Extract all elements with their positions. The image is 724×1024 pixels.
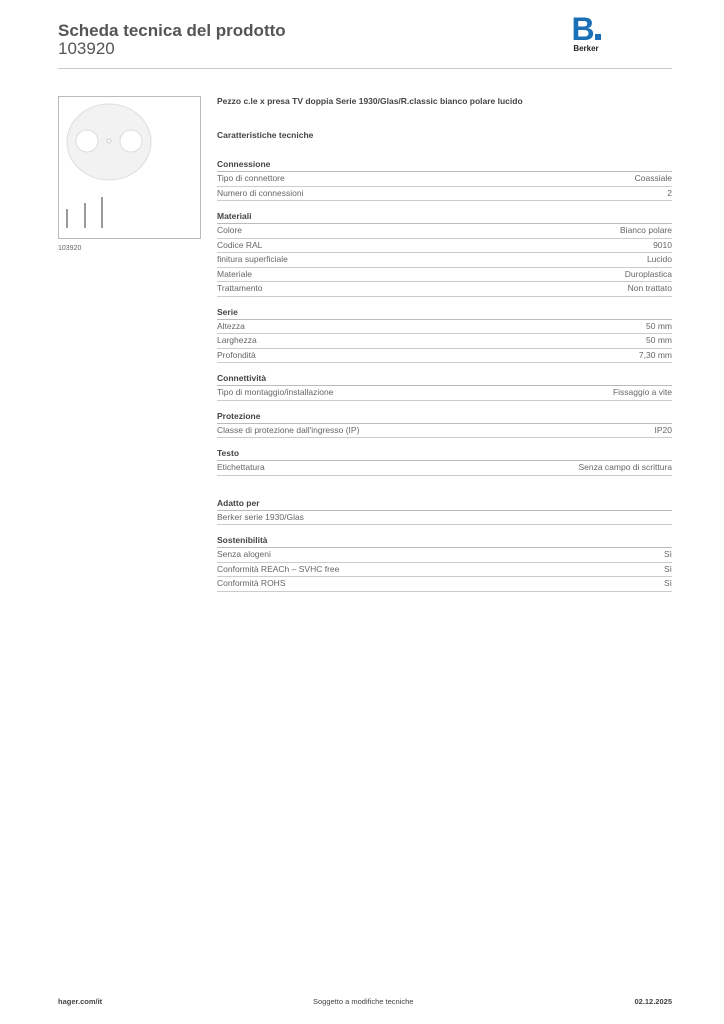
spec-value: 50 mm bbox=[646, 335, 672, 345]
spec-section bbox=[217, 534, 672, 592]
spec-sheet bbox=[217, 96, 672, 601]
spec-label: Trattamento bbox=[217, 283, 263, 293]
spec-row bbox=[217, 386, 672, 401]
spec-section bbox=[217, 372, 672, 401]
spec-value: Bianco polare bbox=[620, 225, 672, 235]
spec-section bbox=[217, 497, 672, 526]
spec-row bbox=[217, 253, 672, 268]
footer-note: Soggetto a modifiche tecniche bbox=[313, 997, 414, 1006]
spec-row bbox=[217, 563, 672, 578]
spec-section bbox=[217, 158, 672, 201]
spec-label: finitura superficiale bbox=[217, 254, 288, 264]
spec-value: Fissaggio a vite bbox=[612, 387, 672, 397]
divider bbox=[58, 68, 672, 69]
spec-value: Sì bbox=[663, 563, 672, 574]
spec-section bbox=[217, 306, 672, 364]
berker-logo: B Berker bbox=[566, 14, 606, 53]
section-title: Adatto per bbox=[217, 497, 672, 511]
spec-row bbox=[217, 424, 672, 439]
spec-value: Duroplastica bbox=[624, 268, 672, 279]
spec-section bbox=[217, 210, 672, 297]
section-title: Serie bbox=[217, 306, 672, 320]
spec-row bbox=[217, 282, 672, 297]
spec-label: Altezza bbox=[217, 320, 245, 331]
spec-row bbox=[217, 172, 672, 187]
spec-label: Conformità REACh – SVHC free bbox=[217, 563, 340, 574]
spec-label: Profondità bbox=[217, 349, 256, 360]
spec-row bbox=[217, 548, 672, 563]
spec-row bbox=[217, 187, 672, 202]
spec-value: IP20 bbox=[654, 424, 672, 435]
spec-label: Materiale bbox=[217, 268, 252, 279]
spec-label: Numero di connessioni bbox=[217, 187, 304, 198]
spec-label: Senza alogeni bbox=[217, 549, 271, 559]
spec-row bbox=[217, 224, 672, 239]
spec-label: Codice RAL bbox=[217, 239, 263, 250]
spec-value: 50 mm bbox=[646, 320, 672, 331]
spec-row bbox=[217, 511, 672, 526]
section-title: Testo bbox=[217, 447, 672, 461]
spec-label: Tipo di connettore bbox=[217, 173, 285, 183]
spec-row bbox=[217, 461, 672, 476]
spec-label: Classe di protezione dall'ingresso (IP) bbox=[217, 424, 360, 435]
section-title: Connessione bbox=[217, 158, 672, 172]
spec-label: Etichettatura bbox=[217, 462, 265, 472]
spec-label: Tipo di montaggio/installazione bbox=[217, 387, 334, 397]
spec-label: Larghezza bbox=[217, 335, 257, 345]
product-code: 103920 bbox=[58, 39, 115, 58]
section-title: Sostenibilità bbox=[217, 534, 672, 548]
spec-value: Lucido bbox=[646, 254, 672, 264]
logo-text: Berker bbox=[573, 44, 599, 53]
spec-label: Berker serie 1930/Glas bbox=[217, 511, 304, 522]
spec-value: 9010 bbox=[653, 239, 672, 250]
spec-row bbox=[217, 239, 672, 254]
image-caption: 103920 bbox=[58, 245, 82, 252]
spec-row bbox=[217, 577, 672, 592]
spec-row bbox=[217, 268, 672, 283]
section-title: Protezione bbox=[217, 410, 672, 424]
section-title: Materiali bbox=[217, 210, 672, 224]
spec-row bbox=[217, 320, 672, 335]
spec-value: 7,30 mm bbox=[638, 349, 672, 360]
product-name: Pezzo c.le x presa TV doppia Serie 1930/Glas/R.classic bianco polare lucido bbox=[217, 96, 523, 106]
spec-value: Non trattato bbox=[627, 283, 672, 293]
spec-row bbox=[217, 334, 672, 349]
spec-label: Conformità ROHS bbox=[217, 578, 286, 588]
footer-website[interactable]: hager.com/it bbox=[58, 997, 103, 1006]
spec-value: Coassiale bbox=[634, 173, 672, 183]
spec-value: Sì bbox=[663, 549, 672, 559]
spec-value: Senza campo di scrittura bbox=[578, 462, 672, 472]
spec-value: 2 bbox=[667, 187, 672, 198]
spec-value: Sì bbox=[663, 578, 672, 588]
spec-label: Colore bbox=[217, 225, 243, 235]
spec-section bbox=[217, 447, 672, 476]
specs-heading: Caratteristiche tecniche bbox=[217, 130, 314, 140]
section-title: Connettività bbox=[217, 372, 672, 386]
page-title: Scheda tecnica del prodotto bbox=[58, 21, 286, 40]
spec-section bbox=[217, 410, 672, 439]
footer-date: 02.12.2025 bbox=[634, 997, 672, 1006]
spec-row bbox=[217, 349, 672, 364]
product-image bbox=[58, 96, 201, 239]
